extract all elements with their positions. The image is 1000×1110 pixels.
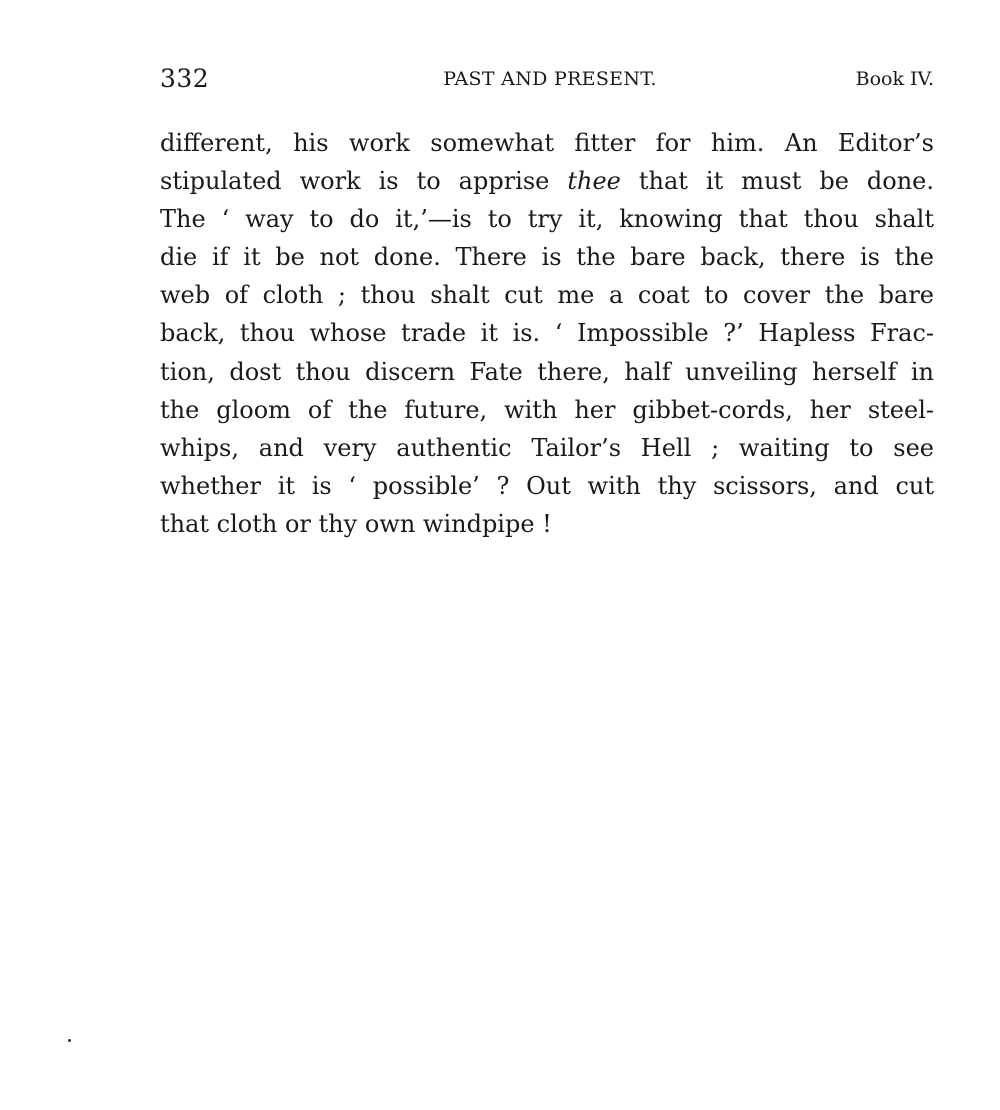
text-line: the gloom of the future, with her gibbet-cords, her steel- bbox=[160, 395, 934, 424]
page-header bbox=[160, 64, 934, 98]
text-line: back, thou whose trade it is. ‘ Impossible ?’ Hapless Frac- bbox=[160, 319, 934, 348]
text-line: The ‘ way to do it,’—is to try it, knowing that thou shalt bbox=[160, 205, 934, 234]
stray-ink-dot bbox=[68, 1039, 71, 1042]
italic-emphasis: thee bbox=[567, 167, 621, 196]
book-reference: Book IV. bbox=[855, 68, 934, 90]
text-line: whether it is ‘ possible’ ? Out with thy scissors, and cut bbox=[160, 471, 934, 500]
text-line: whips, and very authentic Tailor’s Hell ; waiting to see bbox=[160, 433, 934, 462]
page-number: 332 bbox=[160, 64, 210, 93]
running-title: PAST AND PRESENT. bbox=[443, 68, 657, 90]
text-line: stipulated work is to apprise thee that it must be done. bbox=[160, 167, 934, 196]
body-paragraph bbox=[160, 124, 934, 543]
text-line: tion, dost thou discern Fate there, half unveiling herself in bbox=[160, 357, 934, 386]
text-line-final: that cloth or thy own windpipe ! bbox=[160, 509, 552, 538]
text-line: web of cloth ; thou shalt cut me a coat to cover the bare bbox=[160, 281, 934, 310]
text-line: die if it be not done. There is the bare back, there is the bbox=[160, 243, 934, 272]
text-line: different, his work somewhat fitter for him. An Editor’s bbox=[160, 129, 934, 157]
